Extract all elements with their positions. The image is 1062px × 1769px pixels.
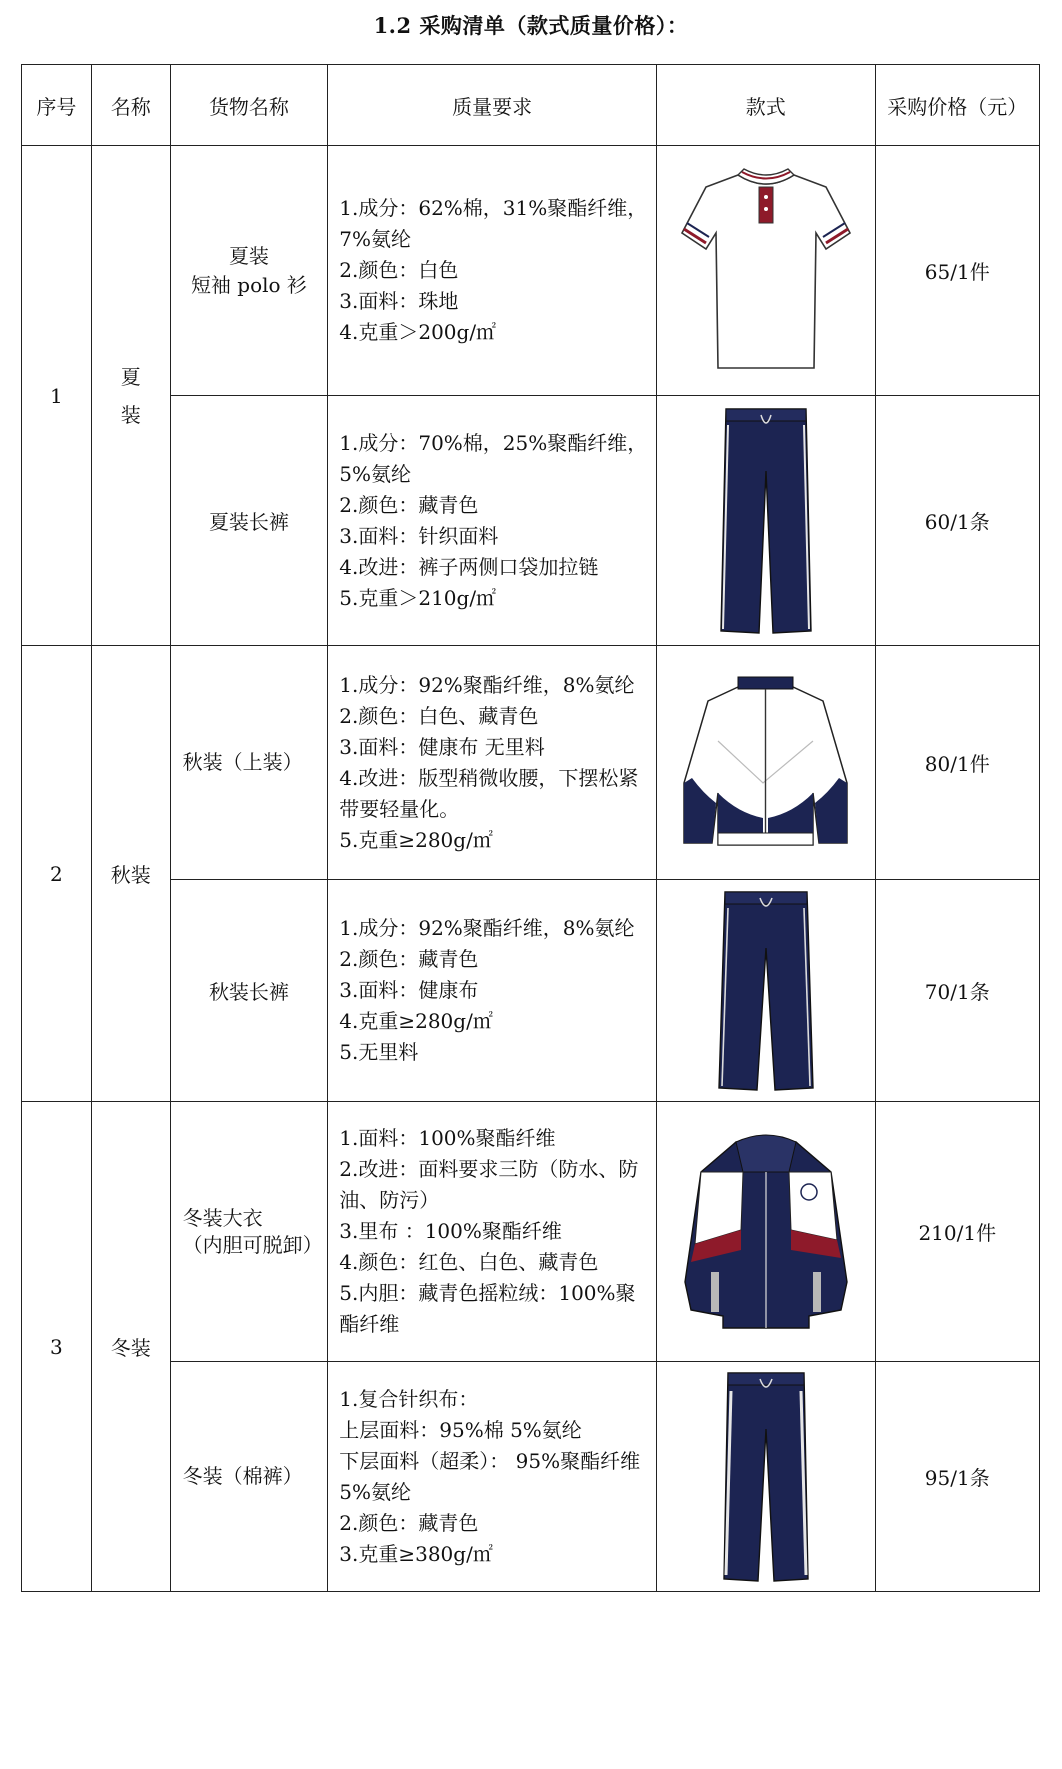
table-row bbox=[22, 146, 1040, 396]
autumn-pants-icon bbox=[711, 886, 821, 1096]
goods-name: 夏装长裤 bbox=[170, 396, 328, 646]
goods-name: 冬装大衣 （内胆可脱卸） bbox=[170, 1102, 328, 1362]
purchase-price: 95/1条 bbox=[875, 1362, 1039, 1592]
row-number: 3 bbox=[22, 1102, 92, 1592]
purchase-price: 70/1条 bbox=[875, 880, 1039, 1102]
purchase-price: 210/1件 bbox=[875, 1102, 1039, 1362]
style-image bbox=[657, 396, 875, 646]
page-title: 1.2 采购清单（款式质量价格）： bbox=[373, 13, 689, 38]
header-no: 序号 bbox=[22, 65, 92, 146]
table-row bbox=[22, 646, 1040, 880]
goods-name: 秋装（上装） bbox=[170, 646, 328, 880]
quality-requirements: 1.面料：100%聚酯纤维 2.改进：面料要求三防（防水、防油、防污） 3.里布 ：100%聚酯纤维 4.颜色：红色、白色、藏青色 5.内胆：藏青色摇粒绒：100%聚酯纤维 bbox=[328, 1102, 657, 1362]
header-style: 款式 bbox=[657, 65, 875, 146]
header-requirements: 质量要求 bbox=[328, 65, 657, 146]
goods-name: 夏装 短袖 polo 衫 bbox=[170, 146, 328, 396]
style-image bbox=[657, 1362, 875, 1592]
quality-requirements: 1.复合针织布： 上层面料：95%棉 5%氨纶 下层面料（超柔）： 95%聚酯纤维 5%氨纶 2.颜色：藏青色 3.克重≥380g/㎡ bbox=[328, 1362, 657, 1592]
table-row bbox=[22, 1362, 1040, 1592]
procurement-table bbox=[21, 64, 1040, 1592]
table-row bbox=[22, 1102, 1040, 1362]
style-image bbox=[657, 646, 875, 880]
winter-coat-icon bbox=[681, 1132, 851, 1332]
polo-shirt-icon bbox=[676, 163, 856, 378]
table-row bbox=[22, 396, 1040, 646]
quality-requirements: 1.成分：92%聚酯纤维，8%氨纶 2.颜色：藏青色 3.面料：健康布 4.克重≥280g/㎡ 5.无里料 bbox=[328, 880, 657, 1102]
summer-pants-icon bbox=[711, 401, 821, 641]
style-image bbox=[657, 1102, 875, 1362]
style-image bbox=[657, 146, 875, 396]
autumn-jacket-icon bbox=[678, 673, 853, 853]
table-row bbox=[22, 880, 1040, 1102]
header-name: 名称 bbox=[91, 65, 170, 146]
quality-requirements: 1.成分：70%棉，25%聚酯纤维，5%氨纶 2.颜色：藏青色 3.面料：针织面料 4.改进：裤子两侧口袋加拉链 5.克重＞210g/㎡ bbox=[328, 396, 657, 646]
category-name: 夏 装 bbox=[91, 146, 170, 646]
purchase-price: 60/1条 bbox=[875, 396, 1039, 646]
style-image bbox=[657, 880, 875, 1102]
row-number: 2 bbox=[22, 646, 92, 1102]
quality-requirements: 1.成分：92%聚酯纤维，8%氨纶 2.颜色：白色、藏青色 3.面料：健康布 无里料 4.改进：版型稍微收腰，下摆松紧带要轻量化。 5.克重≥280g/㎡ bbox=[328, 646, 657, 880]
header-goods: 货物名称 bbox=[170, 65, 328, 146]
row-number: 1 bbox=[22, 146, 92, 646]
goods-name: 秋装长裤 bbox=[170, 880, 328, 1102]
purchase-price: 65/1件 bbox=[875, 146, 1039, 396]
purchase-price: 80/1件 bbox=[875, 646, 1039, 880]
header-price: 采购价格（元） bbox=[875, 65, 1039, 146]
winter-pants-icon bbox=[716, 1367, 816, 1587]
category-name: 冬装 bbox=[91, 1102, 170, 1592]
header-row bbox=[22, 65, 1040, 146]
quality-requirements: 1.成分：62%棉，31%聚酯纤维，7%氨纶 2.颜色：白色 3.面料：珠地 4.克重＞200g/㎡ bbox=[328, 146, 657, 396]
category-name: 秋装 bbox=[91, 646, 170, 1102]
goods-name: 冬装（棉裤） bbox=[170, 1362, 328, 1592]
